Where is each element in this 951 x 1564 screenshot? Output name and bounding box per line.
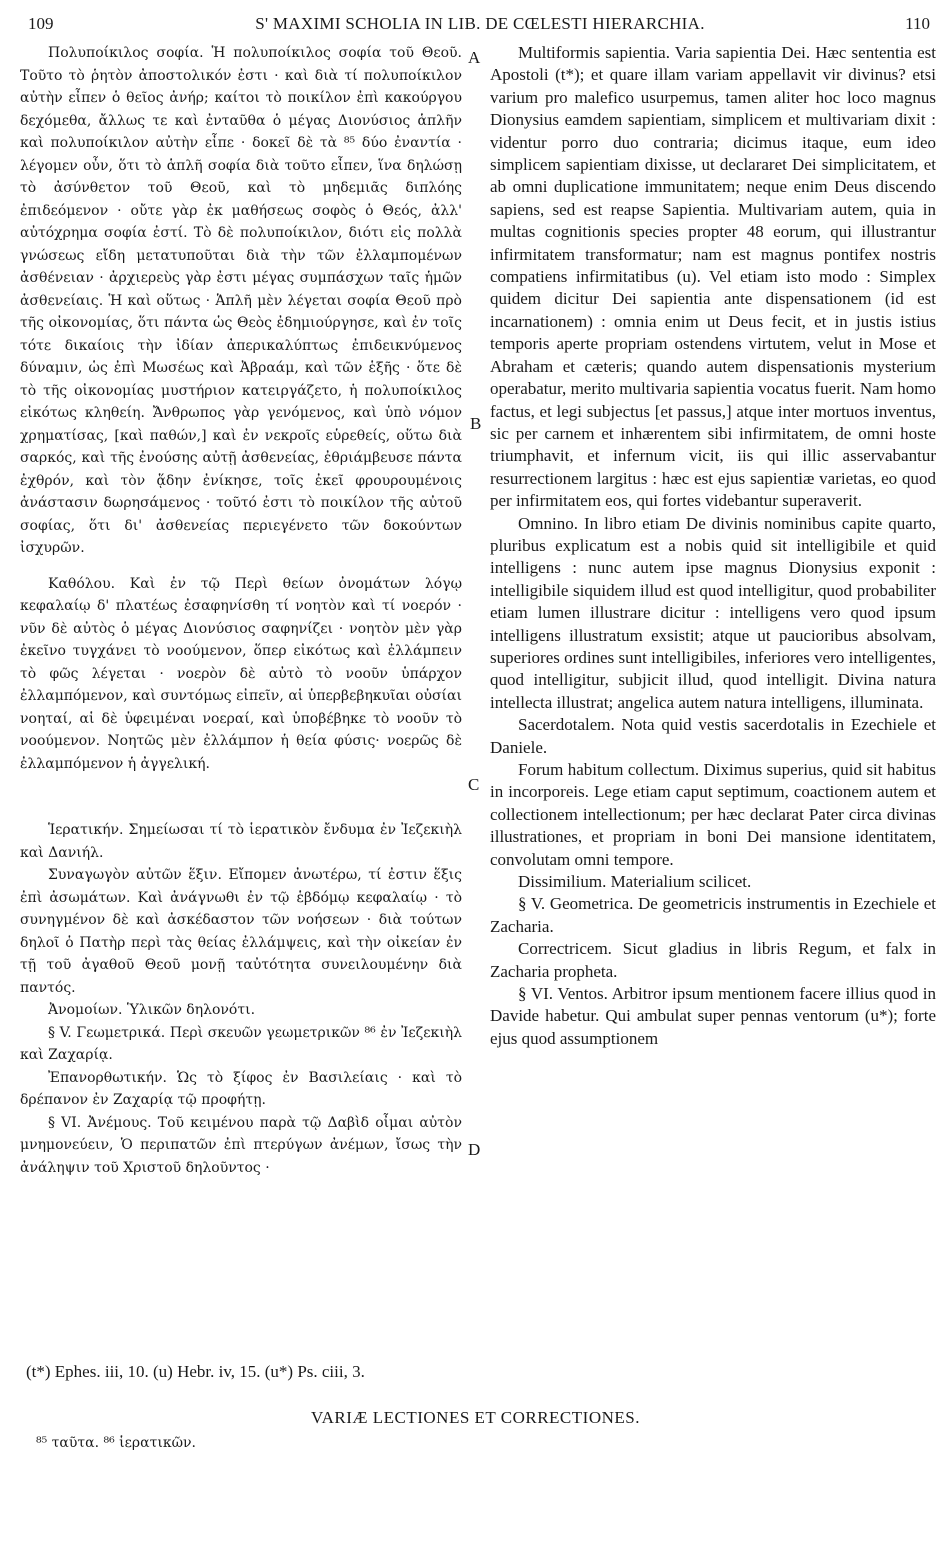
greek-scholion-ventos: § VI. Ἀνέμους. Τοῦ κειμένου παρὰ τῷ Δαβὶδ οἶμαι αὐτὸν μνημονεύειν, Ὁ περιπατῶν ἐπὶ πτερύγων ἀνέμων, ἴσως τὴν ἀνάληψιν τοῦ Χριστοῦ δηλοῦντος · [20, 1114, 462, 1176]
latin-scholion-sacerdotalem: Sacerdotalem. Nota quid vestis sacerdotalis in Ezechiele et Daniele. [490, 715, 936, 757]
scripture-footnotes: (t*) Ephes. iii, 10. (u) Hebr. iv, 15. (u*) Ps. ciii, 3. [26, 1362, 365, 1381]
greek-scholion-dissimilium: Ἀνομοίων. Ὑλικῶν δηλονότι. [48, 1002, 256, 1018]
greek-scholion-omnino: Καθόλου. Καὶ ἐν τῷ Περὶ θείων ὀνομάτων λόγῳ κεφαλαίῳ δ' πλατέως ἐσαφηνίσθη τί νοητὸν καὶ τί νοερόν · νῦν δὲ αὐτὸς ὁ μέγας Διονύσιος σαφηνίζει · νοητὸν μὲν γὰρ ἐκεῖνο τυγχάνει τὸ νοούμενον, ὅπερ εἰκότως καὶ ἐλλάμπειν τὸ φῶς λέγεται · νοερὸν δὲ αὐτὸ τὸ νοοῦν ὑπάρχον ἐλλαμπόμενον, καὶ συντόμως εἰπεῖν, αἱ ὑπερβεβηκυῖαι οὐσίαι νοηταί, αἱ δὲ ὑφειμέναι νοεραί, καὶ ὑποβέβηκε τὸ νοοῦν τὸ νοούμενον. Νοητῶς μὲν ἐλλάμπον ἡ θεία φύσις· νοερῶς δὲ ἐλλαμπόμενον ἡ ἀγγελική. [20, 575, 462, 772]
latin-scholion-omnino: Omnino. In libro etiam De divinis nominibus capite quarto, pluribus explicatum est a nobis quid sit intelligibile et quid intelligens : nunc autem ipse magnus Dionysius exponit : intelligibile siquidem illud est quod intelligitur, quod probabiliter etiam lumen illustrare dicitur : intelligens vero quod ipsum intelligens illustratum exsistit; atque ut paucioribus absolvam, superiores ordines sunt intelligibiles, inferiores vero intelligentes, quod intelligitur, subjicit illud, quod intelligit. Divina natura intellecta illustrat; angelica autem natura intelligens, illuminata. [490, 513, 936, 712]
latin-scholion-correctricem: Correctricem. Sicut gladius in libris Regum, et falx in Zacharia propheta. [490, 939, 936, 981]
margin-marker-b: B [470, 414, 482, 433]
page-number-left: 109 [28, 14, 54, 33]
latin-scholion-dissimilium: Dissimilium. Materialium scilicet. [518, 872, 752, 892]
greek-scholion-multiformis: Πολυποίκιλος σοφία. Ἡ πολυποίκιλος σοφία τοῦ Θεοῦ. Τοῦτο τὸ ῥητὸν ἀποστολικόν ἐστι · καὶ διὰ τί πολυποίκιλον αὐτὴν εἶπεν ὁ θεῖος ἀνήρ; καίτοι τὸ ποικίλον ἐπὶ κακούργου δεχόμεθα, ἄλλως τε καὶ ἐνταῦθα ὁ μέγας Διονύσιος ἁπλῆν καὶ πολυποίκιλον αὐτὴν εἶπε · δοκεῖ δὲ τὰ ⁸⁵ δύο ἐναντία · λέγομεν οὖν, ὅτι τὸ ἁπλῆ σοφία διὰ τοῦτο εἶπεν, ἵνα δηλώσῃ τὸ ἀσύνθετον τοῦ Θεοῦ, καὶ τὸ μηδεμιᾶς διπλόης ἐπιδεόμενον · οὔτε γὰρ ἐκ μαθήσεως σοφὸς ὁ Θεός, ἀλλ' αὐτόχρημα σοφία ἐστί. Τὸ δὲ πολυποίκιλον, διότι εἰς πολλὰ γνώσεως εἴδη μετατυποῦται διὰ τὴν τῶν ἐλλαμπομένων ἀσθένειαν · ἀρχιερεὺς γὰρ ἐστι μέγας συμπάσχων ταῖς ἡμῶν ἀσθενείαις. Ἡ καὶ οὕτως · Ἁπλῆ μὲν λέγεται σοφία Θεοῦ πρὸ τῆς οἰκονομίας, ὅτι πάντα ὡς Θεὸς ἐδημιούργησε, καὶ ἐν τοῖς τότε δικαίοις τὴν ἰδίαν ἀπερικαλύπτως ἐπιδεικνύμενος δύναμιν, ὡς ἐπὶ Μωσέως καὶ Ἀβραάμ, καὶ τῶν ἑξῆς · ὅτε δὲ τὸ τῆς οἰκονομίας μυστήριον κατειργάζετο, ἡ πολυποίκιλος εἰκότως κληθείη. Ἄνθρωπος γὰρ γενόμενος, καὶ ὑπὸ νόμον χρηματίσας, [καὶ παθών,] καὶ ἐν νεκροῖς εὑρεθείς, οὕτω διὰ σαρκός, καὶ τῆς ἐνούσης αὐτῇ ἀσθενείας, ἐθριάμβευσε πάντα ἐχθρόν, καὶ τὸν ᾅδην ἐνίκησε, τοῖς ἐκεῖ φρουρουμένοις ἀνάστασιν δωρησάμενος · τοῦτό ἐστι τὸ ποικίλον τῆς αὐτοῦ σοφίας, ὅτι δι' ἀσθενείας περιεγένετο τῶν δοκούντων ἰσχυρῶν. [20, 45, 462, 556]
greek-column [20, 42, 462, 1179]
latin-column [490, 42, 936, 1050]
greek-scholion-correctricem: Ἐπανορθωτικήν. Ὡς τὸ ξίφος ἐν Βασιλείαις · καὶ τὸ δρέπανον ἐν Ζαχαρίᾳ τῷ προφήτῃ. [20, 1069, 462, 1108]
greek-scholion-sacerdotalem: Ἱερατικήν. Σημείωσαι τί τὸ ἱερατικὸν ἔνδυμα ἐν Ἰεζεκιὴλ καὶ Δανιήλ. [20, 822, 462, 861]
page-number-right: 110 [905, 14, 930, 33]
margin-marker-d: D [468, 1140, 481, 1159]
latin-scholion-geometrica: § V. Geometrica. De geometricis instrumentis in Ezechiele et Zacharia. [490, 894, 936, 936]
latin-scholion-ventos: § VI. Ventos. Arbitror ipsum mentionem facere illius quod in Davide habetur. Qui ambulat super pennas ventorum (u*); forte ejus quod assumptionem [490, 984, 936, 1048]
variae-lectiones-notes: ⁸⁵ ταῦτα. ⁸⁶ ἱερατικῶν. [36, 1435, 196, 1451]
running-header [20, 12, 940, 42]
latin-scholion-habitum: Forum habitum collectum. Diximus superius, quid sit habitus in incorporeis. Lege etiam caput septimum, coactionem autem et collectionem intellectionum; per hæc declarat Pater circa divinas illustrationes, et propriam in boni Dei mansione identitatem, convolutam omni tempore. [490, 760, 936, 869]
greek-scholion-habitum: Συναγωγὸν αὐτῶν ἕξιν. Εἴπομεν ἀνωτέρω, τί ἐστιν ἕξις ἐπὶ ἀσωμάτων. Καὶ ἀνάγνωθι ἐν τῷ ἑβδόμῳ κεφαλαίῳ · τὸ συνηγμένον δὲ καὶ ἀσκέδαστον τῶν νοήσεων · διὰ τούτων δηλοῖ ὁ Πατὴρ περὶ τὰς θείας ἐλλάμψεις, καὶ τὴν οἰκείαν ἐν τῇ τοῦ ἀγαθοῦ Θεοῦ μονῇ ταὐτότητα συνειλουμένην διὰ παντός. [20, 867, 462, 996]
greek-scholion-geometrica: § V. Γεωμετρικά. Περὶ σκευῶν γεωμετρικῶν ⁸⁶ ἐν Ἰεζεκιὴλ καὶ Ζαχαρίᾳ. [20, 1024, 462, 1063]
running-title: S' MAXIMI SCHOLIA IN LIB. DE CŒLESTI HIERARCHIA. [255, 14, 705, 33]
latin-scholion-multiformis: Multiformis sapientia. Varia sapientia Dei. Hæc sententia est Apostoli (t*); et quare illam variam appellavit vir divinus? etsi varium pro malefico usurpemus, tamen aliter hoc loco magnus Dionysius eamdem sapientiam, simplicem et multivariam dixit : videntur porro duo contraria; dicimus itaque, eum ideo simplicem sapientiam dixisse, ut declararet Dei simplicitatem, et ab omni duplicatione immunitatem; neque enim Deus discendo sapiens, sed est reapse Sapientia. Multivariam autem, quia in multas cognitionis species propter 48 eorum, qui illustrantur infirmitatem transformatur; nam est magnus pontifex nostris compatiens infirmitatibus (u). Vel etiam isto modo : Simplex quidem dicitur Dei sapientia ante dispensationem (id est incarnationem) : omnia enim ut Deus fecit, et in justis istius temporis aperte propriam ostendens virtutem, velut in Mose et Abraham et cæteris; quando autem dispensationis mysterium operabatur, merito multivaria sapientia vocatus fuerit. Nam homo factus, et legi subjectus [et passus,] atque inter mortuos inventus, sic per carnem et inhærentem sibi infirmitatem, de omni hoste triumphavit, et infernum vicit, iis qui illic asservabantur resurrectionem largitus : hæc est ejus sapientiæ varietas, eo quod per infirmitatem eos, qui fortes videbantur superaverit. [490, 43, 936, 511]
margin-marker-c: C [468, 775, 480, 794]
margin-marker-a: A [468, 48, 481, 67]
variae-lectiones-heading: VARIÆ LECTIONES ET CORRECTIONES. [311, 1408, 640, 1427]
